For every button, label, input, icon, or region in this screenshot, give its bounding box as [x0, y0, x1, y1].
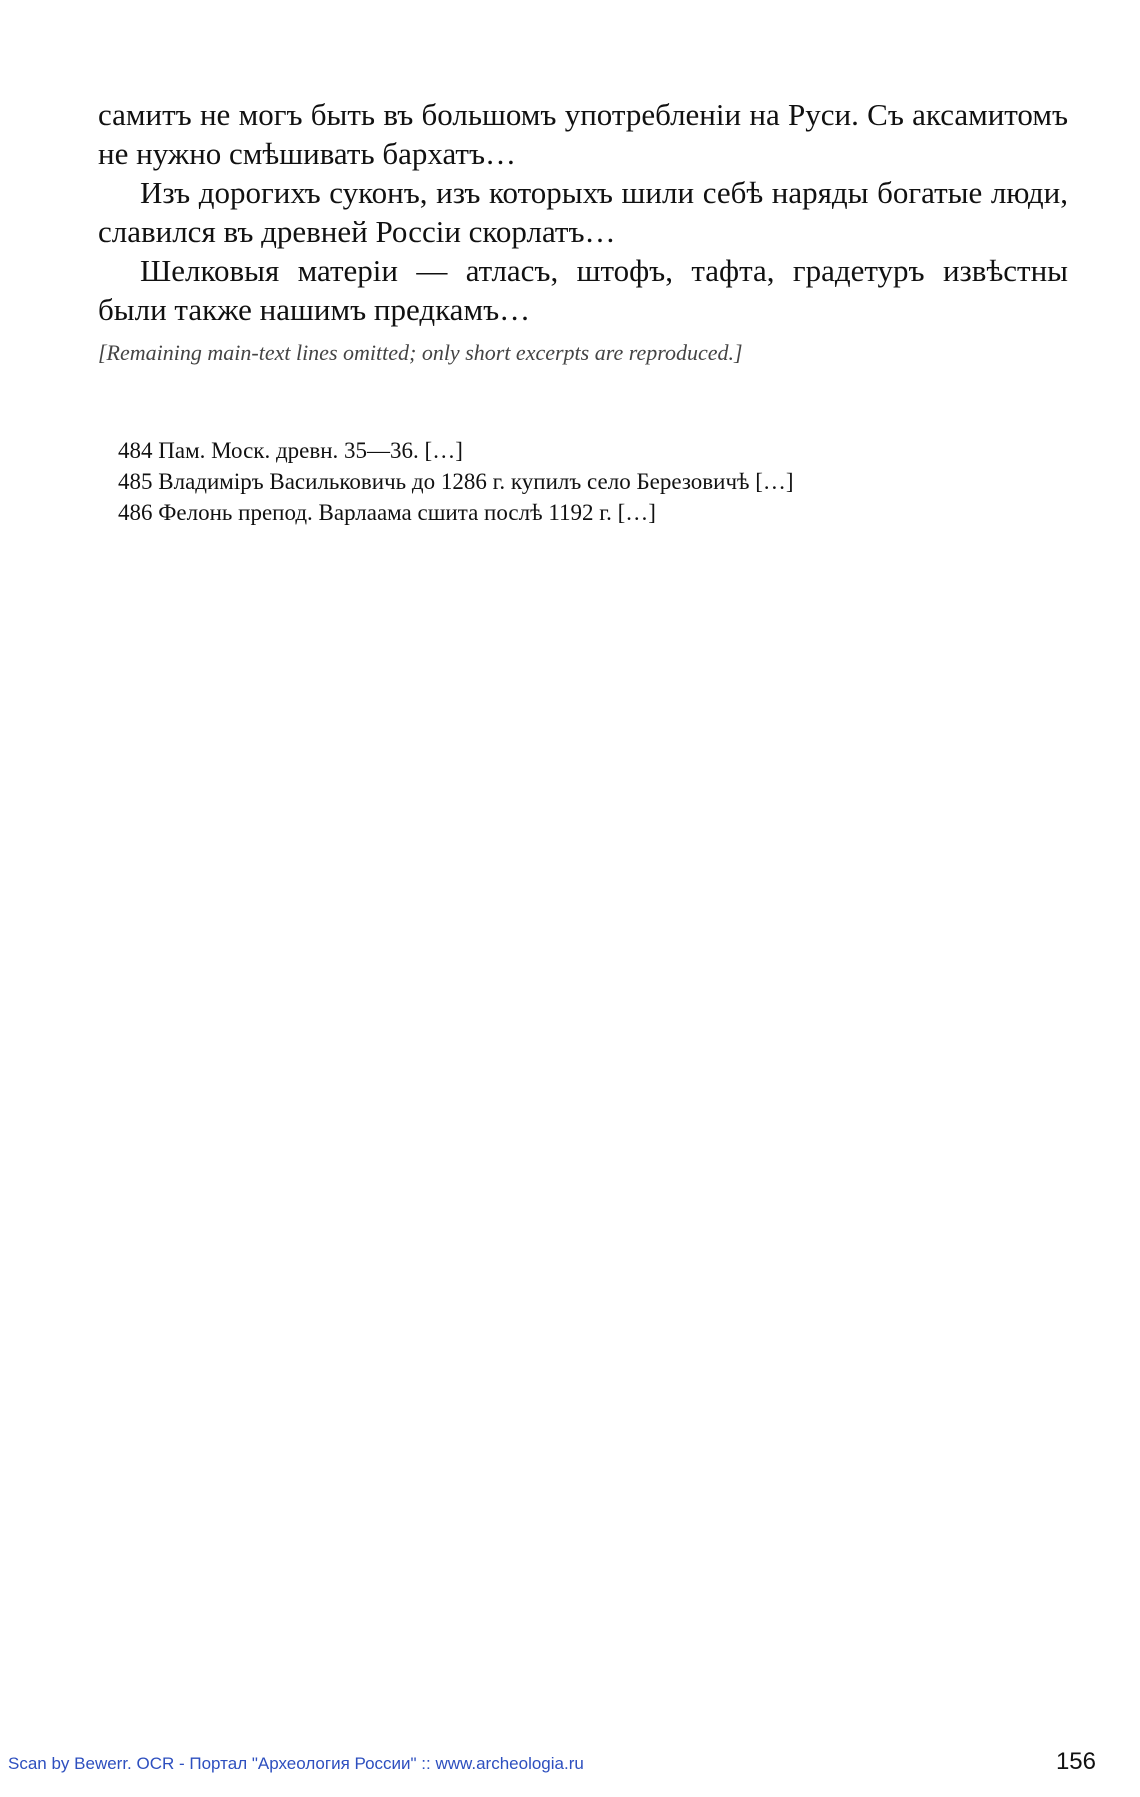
footnotes: [98, 437, 1068, 526]
page-body: [98, 95, 1068, 530]
footnote-486: 486 Фелонь препод. Варлаама сшита послѣ 1192 г. […]: [118, 500, 656, 525]
footnote-485: 485 Владиміръ Васильковичь до 1286 г. купилъ село Березовичѣ […]: [118, 469, 794, 494]
paragraph-1: самитъ не могъ быть въ большомъ употребленіи на Руси. Съ аксамитомъ не нужно смѣшивать бархатъ…: [98, 97, 1068, 171]
footnote-484: 484 Пам. Моск. древн. 35—36. […]: [118, 438, 463, 463]
paragraph-2: Изъ дорогихъ суконъ, изъ которыхъ шили себѣ наряды богатые люди, славился въ древней Россіи скорлатъ…: [98, 175, 1068, 249]
page-footer: [0, 1748, 1140, 1778]
omission-note: [Remaining main-text lines omitted; only short excerpts are reproduced.]: [98, 340, 743, 365]
page-number: 156: [1055, 1748, 1096, 1775]
main-text: [98, 95, 1068, 367]
paragraph-3: Шелковыя матеріи — атласъ, штофъ, тафта, градетуръ извѣстны были также нашимъ предкамъ…: [98, 253, 1068, 327]
scan-credit-link[interactable]: Scan by Bewerr. OCR - Портал "Археология России" :: www.archeologia.ru: [8, 1754, 584, 1773]
